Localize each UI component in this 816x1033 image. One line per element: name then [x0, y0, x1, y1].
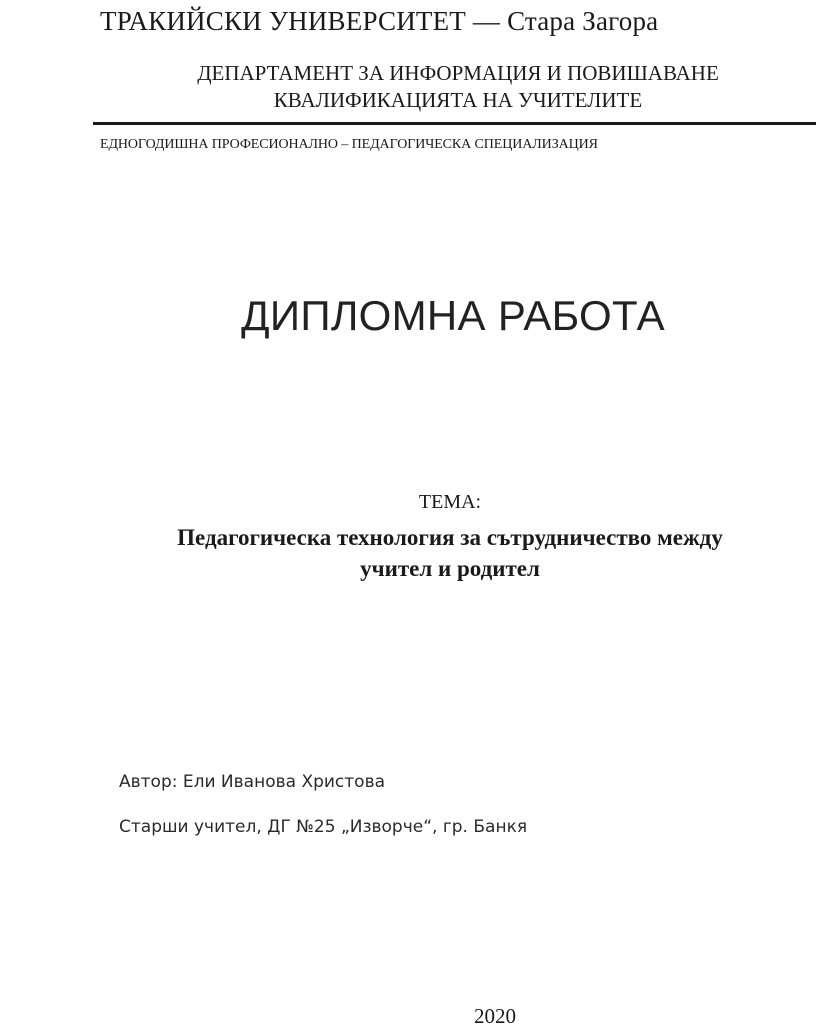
- year: 2020: [474, 1004, 516, 1028]
- department-line-1: ДЕПАРТАМЕНТ ЗА ИНФОРМАЦИЯ И ПОВИШАВАНЕ: [197, 61, 719, 85]
- topic-line-1: Педагогическа технология за сътрудничество между: [177, 525, 723, 550]
- author-line: Автор: Ели Иванова Христова: [119, 772, 386, 792]
- topic-label: ТЕМА:: [418, 491, 482, 513]
- department-line-2: КВАЛИФИКАЦИЯТА НА УЧИТЕЛИТЕ: [273, 88, 643, 112]
- topic-title: [100, 522, 800, 584]
- department-name: [100, 60, 816, 114]
- topic-line-2: учител и родител: [360, 556, 540, 581]
- header-divider: [93, 122, 816, 125]
- program-name: ЕДНОГОДИШНА ПРОФЕСИОНАЛНО – ПЕДАГОГИЧЕСКА СПЕЦИАЛИЗАЦИЯ: [100, 137, 598, 152]
- author-position: Старши учител, ДГ №25 „Изворче“, гр. Банкя: [119, 817, 528, 837]
- university-name: ТРАКИЙСКИ УНИВЕРСИТЕТ — Стара Загора: [100, 6, 659, 36]
- document-title: ДИПЛОМНА РАБОТА: [241, 292, 665, 339]
